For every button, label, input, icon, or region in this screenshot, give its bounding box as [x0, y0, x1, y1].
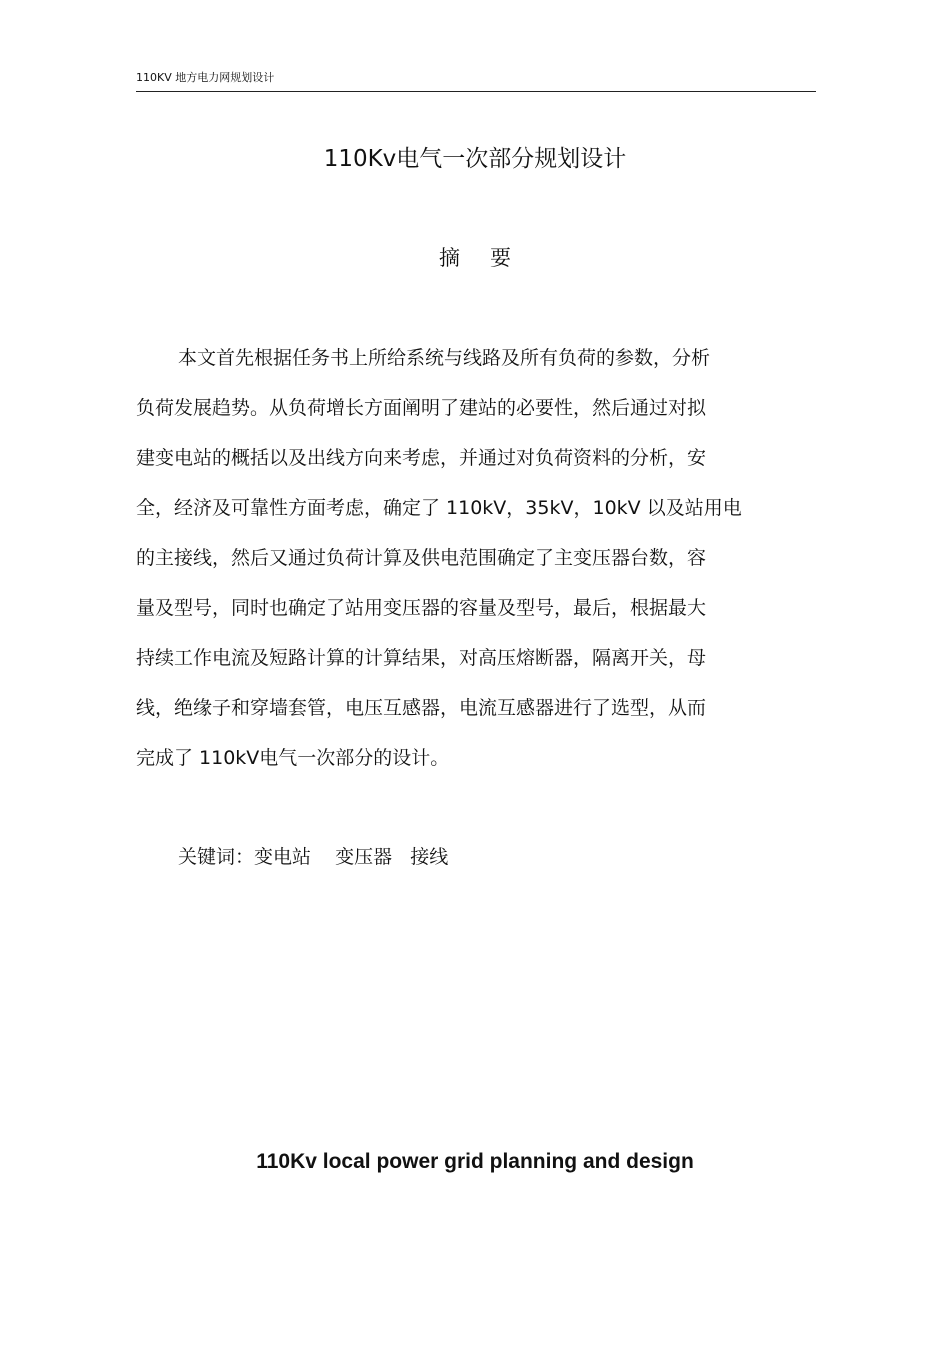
- abstract-body: [136, 338, 816, 788]
- abstract-line: 持续工作电流及短路计算的计算结果，对高压熔断器，隔离开关，母: [136, 647, 707, 669]
- running-header: [136, 70, 816, 92]
- abstract-line: 量及型号，同时也确定了站用变压器的容量及型号，最后，根据最大: [136, 597, 707, 619]
- keywords: 关键词：变电站 变压器 接线: [178, 846, 449, 868]
- chinese-title: 110Kv电气一次部分规划设计: [323, 146, 627, 172]
- abstract-heading: 摘要: [439, 246, 541, 270]
- abstract-line: 负荷发展趋势。从负荷增长方面阐明了建站的必要性，然后通过对拟: [136, 397, 707, 419]
- abstract-line: 建变电站的概括以及出线方向来考虑，并通过对负荷资料的分析，安: [136, 447, 707, 469]
- english-title: 110Kv local power grid planning and design: [256, 1150, 694, 1173]
- abstract-line: 的主接线，然后又通过负荷计算及供电范围确定了主变压器台数，容: [136, 547, 707, 569]
- abstract-line: 完成了 110kV电气一次部分的设计。: [136, 747, 450, 769]
- abstract-line: 线，绝缘子和穿墙套管，电压互感器，电流互感器进行了选型，从而: [136, 697, 707, 719]
- abstract-line: 本文首先根据任务书上所给系统与线路及所有负荷的参数，分析: [178, 347, 711, 369]
- abstract-line: 全，经济及可靠性方面考虑，确定了 110kV，35kV，10kV 以及站用电: [136, 497, 742, 519]
- running-header-title: 110KV 地方电力网规划设计: [136, 71, 275, 84]
